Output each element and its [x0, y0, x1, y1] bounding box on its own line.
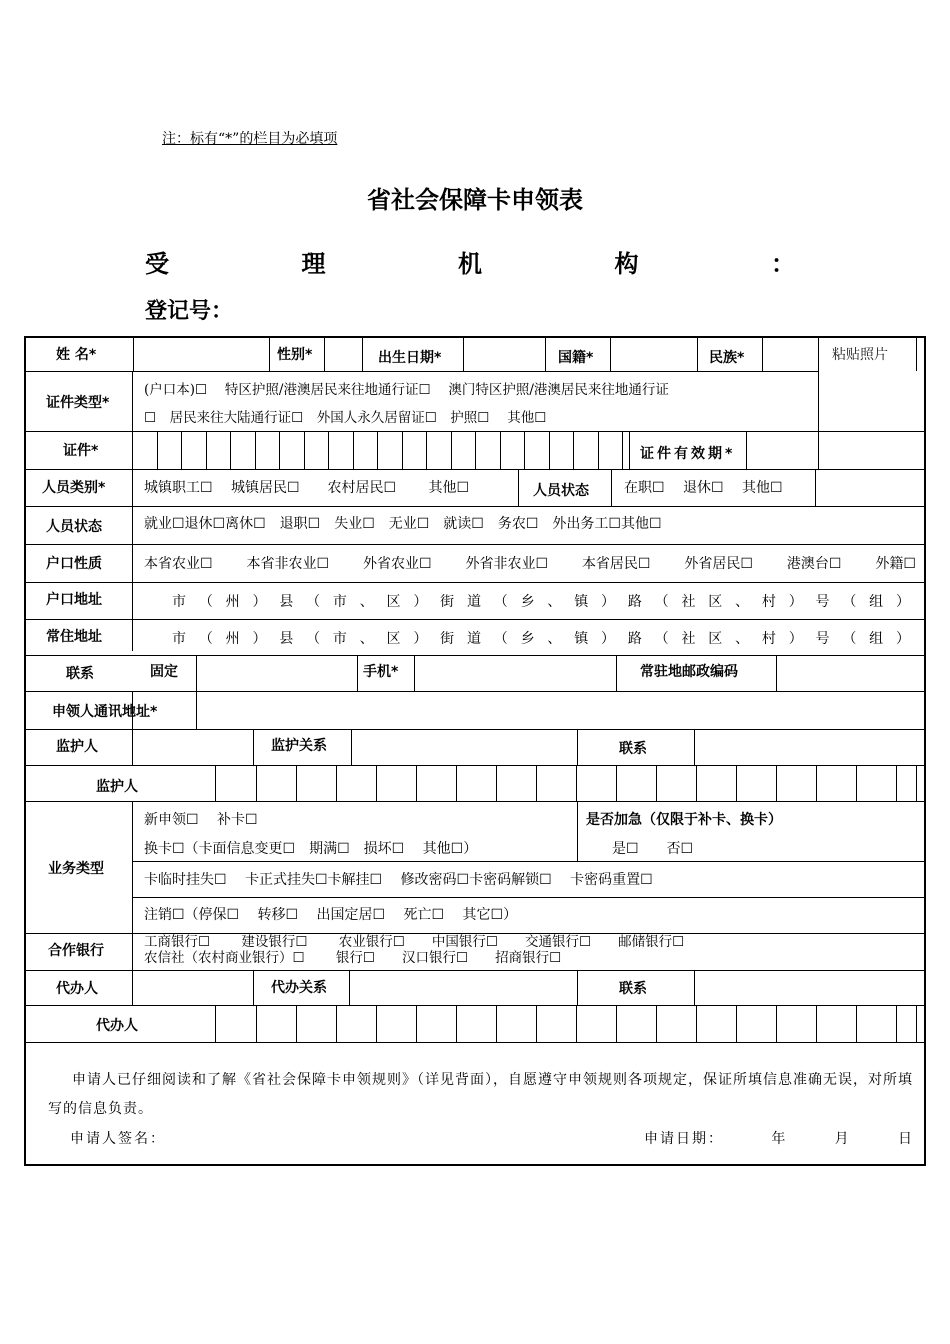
landline-label: 固定: [150, 664, 178, 680]
address-part: 街: [440, 594, 455, 610]
grid-line: [463, 338, 464, 371]
agent-id-label: 代办人: [96, 1018, 138, 1034]
digit-box-divider: [776, 765, 777, 801]
address-part: （: [654, 631, 669, 647]
address-part: （: [842, 594, 857, 610]
hukou-option[interactable]: 本省非农业☐: [246, 556, 330, 572]
grid-line: [349, 970, 350, 1005]
hukou-option[interactable]: 外省居民☐: [684, 556, 753, 572]
agency-char: ：: [771, 250, 795, 278]
grid-line: [577, 729, 578, 765]
hukou-option[interactable]: 外省非农业☐: [465, 556, 549, 572]
address-part: ）: [895, 631, 910, 647]
address-part: 区: [386, 594, 401, 610]
postcode-label: 常驻地邮政编码: [640, 664, 738, 680]
digit-box-divider: [279, 431, 280, 469]
grid-line: [746, 431, 747, 469]
person-status-label: 人员状态: [46, 519, 102, 535]
address-part: （: [198, 594, 213, 610]
address-part: ）: [895, 594, 910, 610]
business-type-label: 业务类型: [48, 861, 104, 877]
grid-line: [616, 655, 617, 691]
digit-box-divider: [377, 431, 378, 469]
address-part: 州: [225, 594, 240, 610]
page-title: 省社会保障卡申领表: [367, 186, 583, 214]
bank-options-line2[interactable]: 农信社（农村商业银行）☐ 银行☐ 汉口银行☐ 招商银行☐: [144, 950, 562, 966]
registration-number-label: 登记号：: [145, 299, 234, 324]
address-part: （: [493, 631, 508, 647]
id-validity-label: 证件有效期*: [640, 446, 736, 462]
grid-line: [132, 970, 133, 1005]
grid-line: [132, 897, 926, 898]
id-type-options-line2[interactable]: ☐ 居民来往大陆通行证☐ 外国人永久居留证☐ 护照☐ 其他☐: [144, 410, 547, 426]
grid-line: [610, 338, 611, 371]
grid-line: [577, 801, 578, 861]
address-part: （: [654, 594, 669, 610]
person-status-options[interactable]: 就业☐退休☐离休☐ 退职☐ 失业☐ 无业☐ 就读☐ 务农☐ 外出务工☐其他☐: [144, 516, 662, 532]
grid-line: [916, 338, 917, 371]
digit-box-divider: [215, 1005, 216, 1042]
digit-box-divider: [132, 431, 133, 469]
address-part: 市: [332, 594, 347, 610]
digit-box-divider: [376, 765, 377, 801]
address-part: ）: [252, 631, 267, 647]
partner-bank-label: 合作银行: [48, 943, 104, 959]
grid-line: [26, 970, 926, 971]
digit-box-divider: [696, 765, 697, 801]
required-fields-note: 注：标有“*”的栏目为必填项: [162, 131, 338, 147]
address-part: 号: [815, 631, 830, 647]
address-part: 组: [869, 631, 884, 647]
digit-box-divider: [304, 431, 305, 469]
digit-box-divider: [656, 1005, 657, 1042]
digit-box-divider: [576, 1005, 577, 1042]
digit-box-divider: [816, 1005, 817, 1042]
grid-line: [762, 338, 763, 371]
guardian-relation-label: 监护关系: [271, 738, 327, 754]
application-form-table: [24, 336, 926, 1166]
address-part: 村: [761, 631, 776, 647]
ethnicity-label: 民族*: [709, 350, 745, 366]
digit-box-divider: [776, 1005, 777, 1042]
digit-box-divider: [696, 1005, 697, 1042]
agency-char: 构: [614, 250, 639, 278]
guardian-contact-label: 联系: [619, 741, 647, 757]
digit-box-divider: [206, 431, 207, 469]
address-part: 、: [547, 631, 562, 647]
address-part: 、: [735, 631, 750, 647]
person-category-label: 人员类别*: [42, 480, 106, 496]
address-part: 村: [761, 594, 776, 610]
grid-line: [26, 801, 926, 802]
digit-box-divider: [916, 765, 917, 801]
digit-box-divider: [573, 431, 574, 469]
grid-line: [269, 338, 270, 371]
agent-contact-label: 联系: [619, 981, 647, 997]
address-part: ）: [788, 594, 803, 610]
address-part: 县: [279, 631, 294, 647]
address-part: 社: [681, 594, 696, 610]
digit-box-divider: [416, 765, 417, 801]
hukou-address-template[interactable]: [172, 593, 910, 611]
grid-line: [611, 469, 612, 506]
photo-placeholder[interactable]: 粘贴照片: [832, 347, 888, 363]
address-part: 路: [627, 631, 642, 647]
address-part: 、: [359, 594, 374, 610]
grid-line: [253, 729, 254, 765]
digit-box-divider: [536, 1005, 537, 1042]
date-day: 日: [897, 1131, 914, 1147]
digit-box-divider: [376, 1005, 377, 1042]
digit-box-divider: [296, 1005, 297, 1042]
grid-line: [818, 338, 819, 469]
digit-box-divider: [622, 431, 623, 469]
grid-line: [629, 431, 630, 469]
grid-line: [697, 338, 698, 371]
nationality-label: 国籍*: [558, 350, 594, 366]
address-part: 、: [359, 631, 374, 647]
digit-box-divider: [896, 1005, 897, 1042]
address-part: ）: [252, 594, 267, 610]
mailing-address-label: 申领人通讯地址*: [52, 704, 158, 720]
grid-line: [196, 655, 197, 729]
digit-box-divider: [549, 431, 550, 469]
grid-line: [26, 691, 926, 692]
guardian-label: 监护人: [56, 739, 98, 755]
grid-line: [362, 338, 363, 371]
declaration-section: [26, 1042, 926, 1166]
grid-line: [26, 544, 926, 545]
digit-box-divider: [456, 765, 457, 801]
digit-box-divider: [856, 765, 857, 801]
grid-line: [26, 729, 926, 730]
address-part: 市: [172, 631, 186, 647]
hukou-address-label: 户口地址: [46, 592, 102, 608]
address-part: ）: [413, 631, 428, 647]
person-category-options[interactable]: 城镇职工☐ 城镇居民☐ 农村居民☐ 其他☐: [144, 480, 470, 496]
address-part: ）: [413, 594, 428, 610]
grid-line: [132, 861, 926, 862]
grid-line: [414, 655, 415, 691]
hukou-nature-label: 户口性质: [46, 556, 102, 572]
grid-line: [815, 469, 816, 506]
grid-line: [253, 970, 254, 1005]
address-part: 区: [708, 631, 723, 647]
signature-label: 申请人签名：: [70, 1131, 166, 1147]
id-number-label: 证件*: [63, 443, 99, 459]
digit-box-divider: [230, 431, 231, 469]
grid-line: [26, 506, 926, 507]
grid-line: [694, 970, 695, 1005]
hukou-option[interactable]: 本省居民☐: [581, 556, 651, 572]
new-apply-options[interactable]: 新申领☐ 补卡☐: [144, 812, 258, 828]
address-part: 市: [332, 631, 347, 647]
address-part: （: [198, 631, 213, 647]
digit-box-divider: [656, 765, 657, 801]
card-loss-options[interactable]: 卡临时挂失☐ 卡正式挂失☐卡解挂☐ 修改密码☐卡密码解锁☐ 卡密码重置☐: [144, 872, 653, 888]
grid-line: [26, 1005, 926, 1006]
grid-line: [577, 970, 578, 1005]
digit-box-divider: [896, 765, 897, 801]
address-part: 号: [815, 594, 830, 610]
address-part: ）: [601, 594, 615, 610]
digit-box-divider: [336, 1005, 337, 1042]
digit-box-divider: [296, 765, 297, 801]
digit-box-divider: [496, 1005, 497, 1042]
address-part: 乡: [520, 594, 535, 610]
digit-box-divider: [475, 431, 476, 469]
address-part: 州: [225, 631, 240, 647]
digit-box-divider: [456, 1005, 457, 1042]
hukou-option[interactable]: 港澳台☐: [786, 556, 842, 572]
digit-box-divider: [536, 765, 537, 801]
digit-box-divider: [256, 765, 257, 801]
agent-label: 代办人: [56, 981, 98, 997]
address-part: ）: [788, 631, 803, 647]
grid-line: [132, 371, 133, 651]
application-date: [644, 1130, 914, 1148]
agency-char: 受: [145, 250, 169, 278]
digit-box-divider: [916, 1005, 917, 1042]
address-part: 乡: [520, 631, 535, 647]
address-part: 区: [386, 631, 401, 647]
address-part: 、: [547, 594, 562, 610]
address-part: 社: [681, 631, 696, 647]
grid-line: [324, 338, 325, 371]
digit-box-divider: [416, 1005, 417, 1042]
person-status-options-inline[interactable]: 在职☐ 退休☐ 其他☐: [624, 480, 783, 496]
digit-box-divider: [496, 765, 497, 801]
grid-line: [26, 582, 926, 583]
digit-box-divider: [353, 431, 354, 469]
grid-line: [694, 729, 695, 765]
digit-box-divider: [736, 1005, 737, 1042]
date-label: 申请日期：: [644, 1131, 724, 1147]
digit-box-divider: [736, 765, 737, 801]
grid-line: [776, 655, 777, 691]
grid-line: [26, 371, 818, 372]
address-part: （: [842, 631, 857, 647]
guardian-id-label: 监护人: [96, 779, 138, 795]
address-part: 镇: [574, 594, 589, 610]
date-month: 月: [834, 1131, 851, 1147]
address-part: （: [306, 594, 321, 610]
grid-line: [545, 338, 546, 371]
digit-box-divider: [402, 431, 403, 469]
digit-box-divider: [181, 431, 182, 469]
hukou-option[interactable]: 本省农业☐: [144, 556, 213, 572]
address-part: 组: [869, 594, 884, 610]
digit-box-divider: [255, 431, 256, 469]
date-year: 年: [771, 1131, 788, 1147]
digit-box-divider: [336, 765, 337, 801]
digit-box-divider: [576, 765, 577, 801]
digit-box-divider: [500, 431, 501, 469]
digit-box-divider: [426, 431, 427, 469]
birth-date-label: 出生日期*: [378, 350, 442, 366]
urgent-options[interactable]: 是☐ 否☐: [612, 841, 694, 857]
mobile-label: 手机*: [363, 664, 399, 680]
grid-line: [518, 469, 519, 506]
hukou-nature-options[interactable]: [144, 555, 916, 573]
hukou-option[interactable]: 外籍☐: [875, 556, 916, 572]
digit-box-divider: [328, 431, 329, 469]
name-label: 姓 名*: [56, 347, 97, 363]
cancel-options[interactable]: 注销☐（停保☐ 转移☐ 出国定居☐ 死亡☐ 其它☐）: [144, 907, 518, 923]
address-part: 、: [735, 594, 750, 610]
contact-label: 联系: [66, 666, 94, 682]
grid-line: [357, 655, 358, 691]
address-part: 区: [708, 594, 723, 610]
digit-box-divider: [856, 1005, 857, 1042]
digit-box-divider: [616, 765, 617, 801]
agency-char: 理: [301, 250, 326, 278]
grid-line: [26, 469, 926, 470]
grid-line: [26, 765, 926, 766]
address-part: 街: [440, 631, 455, 647]
address-part: 道: [466, 594, 481, 610]
id-type-label: 证件类型*: [46, 395, 110, 411]
address-part: 道: [466, 631, 481, 647]
address-part: （: [493, 594, 508, 610]
address-part: ）: [601, 631, 615, 647]
address-part: 镇: [574, 631, 589, 647]
digit-box-divider: [524, 431, 525, 469]
address-part: 县: [279, 594, 294, 610]
digit-box-divider: [616, 1005, 617, 1042]
address-part: （: [306, 631, 321, 647]
digit-box-divider: [157, 431, 158, 469]
grid-line: [26, 619, 926, 620]
residence-address-label: 常住地址: [46, 629, 102, 645]
grid-line: [26, 655, 926, 656]
agency-char: 机: [458, 250, 482, 278]
replace-card-options[interactable]: 换卡☐（卡面信息变更☐ 期满☐ 损坏☐ 其他☐）: [144, 841, 478, 857]
digit-box-divider: [451, 431, 452, 469]
declaration-text: 申请人已仔细阅读和了解《省社会保障卡申领规则》（详见背面），自愿遵守申领规则各项规定，保证所填信息准确无误，对所填写的信息负责。: [48, 1072, 913, 1117]
digit-box-divider: [598, 431, 599, 469]
address-part: 路: [627, 594, 642, 610]
gender-label: 性别*: [277, 347, 313, 363]
digit-box-divider: [256, 1005, 257, 1042]
id-type-options-line1[interactable]: (户口本)☐ 特区护照/港澳居民来往地通行证☐ 澳门特区护照/港澳居民来往地通行证: [144, 382, 669, 398]
agency-label: [145, 244, 795, 279]
digit-box-divider: [215, 765, 216, 801]
hukou-option[interactable]: 外省农业☐: [362, 556, 432, 572]
urgent-label: 是否加急（仅限于补卡、换卡）: [586, 812, 782, 828]
grid-line: [351, 729, 352, 765]
bank-options-line1[interactable]: 工商银行☐ 建设银行☐ 农业银行☐ 中国银行☐ 交通银行☐ 邮储银行☐: [144, 934, 685, 950]
person-status-label-inline: 人员状态: [533, 483, 589, 499]
agent-relation-label: 代办关系: [271, 980, 327, 996]
grid-line: [132, 801, 133, 970]
address-part: 市: [172, 594, 186, 610]
grid-line: [26, 431, 926, 432]
digit-box-divider: [816, 765, 817, 801]
residence-address-template[interactable]: [172, 630, 910, 648]
grid-line: [133, 338, 134, 371]
